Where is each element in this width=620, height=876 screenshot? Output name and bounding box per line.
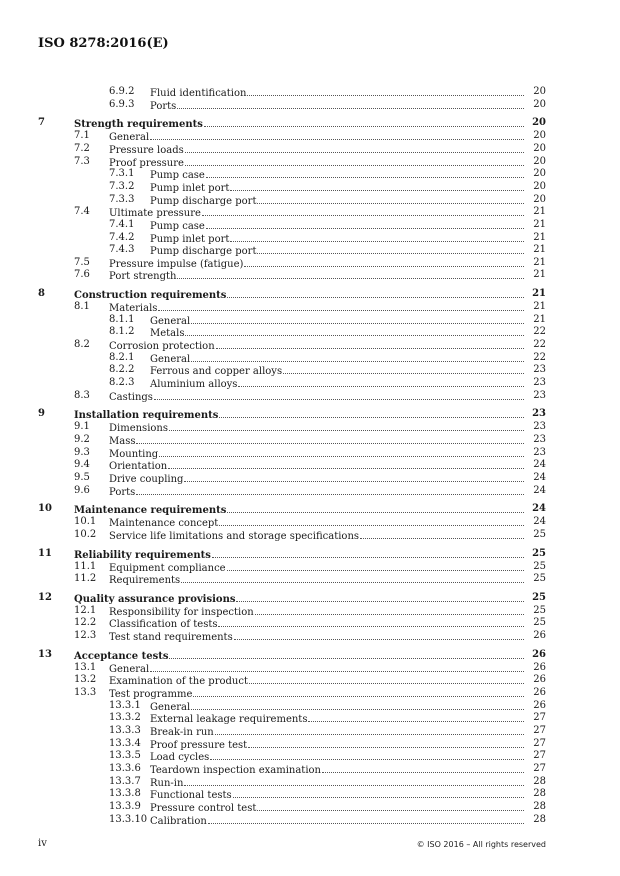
toc-leader-dots [210, 750, 524, 760]
toc-leader-dots [193, 687, 524, 697]
toc-entry-number: 13.3 [74, 687, 97, 699]
toc-entry-number: 8 [38, 288, 45, 300]
toc-entry-page: 21 [533, 313, 546, 325]
toc-entry[interactable] [0, 364, 620, 376]
toc-entry-page: 27 [533, 712, 546, 724]
toc-leader-dots [257, 194, 524, 204]
toc-leader-dots [169, 421, 524, 431]
toc-leader-dots [227, 503, 524, 513]
toc-entry-number: 6.9.2 [109, 86, 135, 97]
toc-leader-dots [159, 447, 524, 457]
toc-entry-number: 13.3.1 [109, 699, 141, 711]
toc-entry-page: 25 [533, 617, 546, 629]
toc-entry-title: Proof pressure [109, 157, 184, 169]
toc-entry-page: 26 [533, 687, 546, 699]
toc-entry-page: 20 [533, 168, 546, 180]
toc-entry-title: Aluminium alloys [150, 379, 238, 390]
toc-entry[interactable] [0, 712, 620, 724]
toc-entry-number: 9.4 [74, 459, 90, 471]
toc-entry[interactable] [0, 592, 620, 604]
toc-entry[interactable] [0, 700, 620, 712]
toc-entry-title: Pump inlet port [150, 182, 230, 194]
toc-entry-title: General [150, 701, 191, 713]
toc-entry-title: Break-in run [150, 727, 214, 738]
toc-entry[interactable] [0, 301, 620, 313]
toc-entry[interactable] [0, 168, 620, 180]
toc-entry-page: 24 [533, 459, 546, 471]
toc-entry-number: 8.1 [74, 301, 90, 313]
toc-entry-title: Strength requirements [74, 119, 203, 131]
toc-entry-number: 13.3.5 [109, 750, 141, 762]
toc-leader-dots [322, 763, 524, 773]
toc-entry-page: 20 [533, 130, 546, 142]
toc-entry[interactable] [0, 472, 620, 484]
toc-entry-title: Maintenance requirements [74, 505, 227, 517]
toc-entry-page: 26 [533, 661, 546, 673]
toc-leader-dots [154, 390, 524, 400]
toc-entry[interactable] [0, 649, 620, 661]
toc-entry[interactable] [0, 662, 620, 674]
toc-entry[interactable] [0, 339, 620, 351]
toc-entry-page: 24 [533, 484, 546, 496]
toc-entry-page: 20 [533, 142, 546, 154]
toc-entry-title-line [74, 548, 546, 562]
toc-entry-page: 28 [533, 800, 546, 812]
toc-entry[interactable] [0, 503, 620, 515]
toc-entry-page: 21 [532, 288, 546, 300]
toc-entry-number: 12.3 [74, 630, 97, 642]
toc-entry-page: 24 [533, 516, 546, 528]
toc-entry-title: Construction requirements [74, 290, 227, 302]
toc-entry-title: Functional tests [150, 790, 232, 802]
toc-entry[interactable] [0, 408, 620, 420]
toc-leader-dots [216, 339, 524, 349]
toc-entry-number: 8.2.2 [109, 364, 135, 376]
toc-entry-number: 13.3.7 [109, 775, 141, 787]
toc-entry[interactable] [0, 801, 620, 813]
toc-leader-dots [136, 485, 524, 495]
toc-entry-title: Classification of tests [109, 619, 218, 631]
toc-entry[interactable] [0, 86, 620, 98]
toc-entry[interactable] [0, 561, 620, 573]
toc-entry-number: 13.1 [74, 661, 97, 673]
toc-leader-dots [150, 130, 524, 140]
toc-entry[interactable] [0, 244, 620, 256]
toc-entry-page: 24 [532, 503, 546, 515]
toc-entry-number: 9 [38, 408, 45, 420]
toc-entry-page: 26 [532, 648, 546, 660]
toc-entry-page: 28 [533, 788, 546, 800]
toc-entry[interactable] [0, 421, 620, 433]
toc-entry-title: Metals [150, 328, 185, 340]
toc-entry[interactable] [0, 288, 620, 300]
toc-entry-title-line [150, 814, 546, 828]
toc-entry-title: Acceptance tests [74, 650, 169, 662]
toc-entry[interactable] [0, 269, 620, 281]
toc-leader-dots [249, 674, 524, 684]
toc-leader-dots [257, 244, 524, 254]
toc-leader-dots [219, 516, 524, 526]
toc-entry-number: 10.1 [74, 516, 97, 528]
toc-entry-number: 7.2 [74, 142, 90, 154]
toc-leader-dots [283, 364, 524, 374]
toc-entry-number: 8.3 [74, 389, 90, 401]
toc-entry-title: Run-in [150, 777, 184, 789]
toc-entry-title-line [109, 485, 546, 499]
toc-leader-dots [308, 712, 524, 722]
toc-entry-title: General [150, 353, 191, 365]
toc-entry-page: 21 [533, 244, 546, 256]
toc-entry[interactable] [0, 206, 620, 218]
toc-leader-dots [233, 788, 524, 798]
toc-entry-number: 7.6 [74, 269, 90, 281]
toc-entry-number: 7.4.1 [109, 218, 135, 230]
page-number: iv [38, 838, 47, 849]
toc-leader-dots [247, 86, 524, 96]
toc-leader-dots [230, 181, 524, 191]
toc-entry-title: Dimensions [109, 423, 168, 435]
toc-entry[interactable] [0, 314, 620, 326]
toc-entry[interactable] [0, 459, 620, 471]
toc-entry[interactable] [0, 814, 620, 826]
toc-entry-title: Examination of the product [109, 676, 248, 688]
toc-entry-page: 20 [533, 155, 546, 167]
toc-entry-page: 25 [533, 604, 546, 616]
toc-entry-title: Mounting [109, 448, 159, 460]
toc-entry-number: 8.1.2 [109, 326, 135, 338]
toc-entry-number: 11.1 [74, 560, 97, 572]
toc-leader-dots [184, 472, 524, 482]
toc-entry-page: 25 [532, 591, 546, 603]
toc-entry-title: Load cycles [150, 752, 210, 764]
toc-entry-title: Maintenance concept [109, 518, 219, 530]
toc-entry-number: 9.3 [74, 446, 90, 458]
toc-leader-dots [185, 326, 524, 336]
toc-leader-dots [236, 592, 524, 602]
toc-entry-title: Corrosion protection [109, 341, 215, 353]
toc-leader-dots [215, 725, 524, 735]
toc-entry-title: Service life limitations and storage specifications [109, 530, 360, 542]
toc-entry-title: Pump inlet port [150, 233, 230, 245]
toc-leader-dots [185, 156, 524, 166]
toc-entry[interactable] [0, 725, 620, 737]
toc-entry-title-line [109, 269, 546, 283]
toc-entry-page: 26 [533, 630, 546, 642]
toc-entry-title-line [109, 529, 546, 543]
toc-entry-page: 21 [533, 206, 546, 218]
toc-entry-number: 13.2 [74, 674, 97, 686]
toc-entry-page: 28 [533, 813, 546, 825]
toc-entry-page: 23 [533, 377, 546, 388]
toc-entry-title: Calibration [150, 815, 207, 827]
toc-entry-title: Pressure impulse (fatigue) [109, 258, 244, 270]
toc-entry-page: 25 [533, 528, 546, 540]
toc-leader-dots [191, 700, 524, 710]
toc-entry-number: 8.1.1 [109, 313, 135, 325]
toc-leader-dots [202, 206, 524, 216]
toc-entry-title: Ports [150, 100, 177, 112]
toc-entry-title: External leakage requirements [150, 714, 308, 726]
toc-leader-dots [158, 301, 524, 311]
toc-leader-dots [181, 573, 524, 583]
toc-entry-number: 12.2 [74, 617, 97, 629]
toc-entry-page: 23 [533, 446, 546, 458]
toc-entry-page: 20 [533, 193, 546, 205]
toc-entry[interactable] [0, 630, 620, 642]
toc-entry-page: 22 [533, 326, 546, 338]
toc-entry[interactable] [0, 573, 620, 585]
toc-entry-number: 11 [38, 547, 52, 559]
toc-entry-number: 7.3.2 [109, 180, 135, 192]
toc-entry-number: 9.6 [74, 484, 90, 496]
toc-entry-number: 13.3.6 [109, 762, 141, 774]
toc-entry-number: 10.2 [74, 528, 97, 540]
toc-entry-title-line [74, 408, 546, 422]
toc-entry[interactable] [0, 605, 620, 617]
toc-entry-page: 27 [533, 725, 546, 736]
toc-entry-title: General [109, 132, 150, 144]
toc-leader-dots [184, 776, 524, 786]
toc-entry-page: 25 [533, 560, 546, 572]
toc-leader-dots [206, 219, 524, 229]
toc-entry-title: Ports [109, 486, 136, 498]
toc-entry-page: 20 [533, 98, 546, 110]
toc-entry-page: 22 [533, 351, 546, 363]
toc-entry-title-line [74, 592, 546, 606]
toc-entry[interactable] [0, 143, 620, 155]
toc-entry[interactable] [0, 257, 620, 269]
toc-entry-page: 21 [533, 218, 546, 230]
toc-entry-number: 7.4.3 [109, 244, 135, 256]
toc-entry-title-line [74, 117, 546, 131]
toc-entry[interactable] [0, 181, 620, 193]
toc-entry[interactable] [0, 776, 620, 788]
toc-entry-title: Requirements [109, 575, 181, 587]
toc-entry-number: 7.3.3 [109, 193, 135, 205]
toc-entry-page: 20 [533, 180, 546, 192]
toc-leader-dots [227, 288, 524, 298]
toc-entry-number: 12 [38, 591, 52, 603]
toc-leader-dots [204, 117, 524, 127]
toc-entry-title: Fluid identification [150, 88, 247, 99]
toc-entry-page: 24 [533, 471, 546, 483]
toc-leader-dots [150, 662, 524, 672]
toc-entry-page: 20 [532, 117, 546, 129]
toc-entry[interactable] [0, 194, 620, 206]
toc-entry-number: 12.1 [74, 604, 97, 616]
toc-entry-title: Installation requirements [74, 410, 219, 422]
copyright-notice: © ISO 2016 – All rights reserved [416, 840, 546, 849]
toc-entry-title: Pump case [150, 220, 205, 232]
toc-entry-title: Pump case [150, 170, 205, 182]
toc-entry[interactable] [0, 219, 620, 231]
toc-entry-number: 7.5 [74, 256, 90, 268]
toc-entry-page: 26 [533, 674, 546, 686]
toc-entry[interactable] [0, 377, 620, 389]
toc-entry-number: 10 [38, 503, 52, 515]
toc-entry-number: 9.2 [74, 433, 90, 445]
toc-entry[interactable] [0, 738, 620, 750]
toc-leader-dots [177, 269, 524, 279]
toc-leader-dots [227, 561, 524, 571]
toc-entry[interactable] [0, 156, 620, 168]
toc-entry-number: 7.4 [74, 206, 90, 218]
toc-entry-page: 27 [533, 762, 546, 774]
toc-entry-number: 13.3.8 [109, 788, 141, 800]
toc-entry-page: 28 [533, 775, 546, 787]
toc-entry-title-line [109, 573, 546, 587]
toc-leader-dots [191, 314, 524, 324]
toc-leader-dots [206, 168, 524, 178]
toc-entry-number: 11.2 [74, 573, 97, 585]
toc-entry[interactable] [0, 434, 620, 446]
toc-entry-number: 7.1 [74, 130, 90, 142]
toc-entry-page: 25 [532, 547, 546, 559]
toc-entry-number: 13 [38, 648, 52, 660]
toc-entry-title: Materials [109, 303, 158, 315]
toc-entry[interactable] [0, 617, 620, 629]
toc-entry[interactable] [0, 390, 620, 402]
toc-entry-number: 13.3.10 [109, 813, 148, 825]
toc-leader-dots [208, 814, 524, 824]
toc-entry-page: 27 [533, 750, 546, 762]
toc-entry-title-line [150, 99, 546, 113]
toc-entry-number: 7.4.2 [109, 231, 135, 243]
toc-entry-title: Ferrous and copper alloys [150, 366, 283, 378]
toc-entry-title: Drive coupling [109, 473, 184, 485]
toc-leader-dots [238, 377, 524, 387]
toc-entry-title-line [74, 649, 546, 663]
toc-entry-page: 23 [533, 433, 546, 445]
toc-entry-number: 8.2 [74, 339, 90, 351]
toc-entry-number: 9.5 [74, 471, 90, 483]
toc-entry[interactable] [0, 674, 620, 686]
toc-leader-dots [218, 617, 524, 627]
toc-entry-number: 8.2.3 [109, 377, 135, 388]
toc-entry-number: 13.3.9 [109, 800, 141, 812]
toc-entry-title: Mass [109, 435, 136, 447]
toc-entry-number: 13.3.3 [109, 725, 141, 736]
toc-entry-title: Pressure loads [109, 144, 184, 156]
toc-entry-title: Pump discharge port [150, 195, 257, 207]
toc-entry[interactable] [0, 130, 620, 142]
toc-leader-dots [234, 630, 524, 640]
toc-entry-page: 25 [533, 573, 546, 585]
toc-leader-dots [257, 801, 524, 811]
toc-entry-title: Castings [109, 391, 153, 403]
toc-entry[interactable] [0, 763, 620, 775]
toc-entry[interactable] [0, 687, 620, 699]
toc-entry-page: 21 [533, 231, 546, 243]
toc-entry-title: Pump discharge port [150, 246, 257, 258]
toc-leader-dots [136, 434, 524, 444]
toc-entry-page: 20 [533, 86, 546, 97]
toc-entry[interactable] [0, 485, 620, 497]
toc-entry-title-line [74, 288, 546, 302]
toc-entry[interactable] [0, 352, 620, 364]
toc-entry-title: General [150, 315, 191, 327]
toc-entry-title: Pressure control test [150, 802, 257, 814]
toc-leader-dots [168, 459, 524, 469]
toc-entry-page: 23 [532, 408, 546, 420]
toc-leader-dots [244, 257, 524, 267]
toc-entry[interactable] [0, 529, 620, 541]
toc-entry-title-line [74, 503, 546, 517]
toc-leader-dots [191, 352, 524, 362]
toc-entry-page: 23 [533, 389, 546, 401]
toc-entry[interactable] [0, 750, 620, 762]
toc-entry[interactable] [0, 548, 620, 560]
toc-entry-number: 13.3.4 [109, 737, 141, 749]
toc-entry[interactable] [0, 99, 620, 111]
toc-entry-page: 21 [533, 269, 546, 281]
toc-entry[interactable] [0, 516, 620, 528]
toc-entry-number: 6.9.3 [109, 98, 135, 110]
toc-entry-title: Proof pressure test [150, 739, 248, 751]
toc-leader-dots [230, 232, 524, 242]
toc-entry-title: Equipment compliance [109, 562, 226, 574]
toc-entry-page: 22 [533, 339, 546, 351]
toc-entry-page: 23 [533, 421, 546, 433]
toc-entry-title: Test stand requirements [109, 632, 233, 644]
toc-entry[interactable] [0, 788, 620, 800]
toc-entry-number: 9.1 [74, 421, 90, 433]
toc-entry-title: Teardown inspection examination [150, 764, 321, 776]
toc-leader-dots [185, 143, 524, 153]
toc-entry-page: 26 [533, 699, 546, 711]
toc-entry-page: 27 [533, 737, 546, 749]
toc-entry-title-line [109, 390, 546, 404]
toc-entry[interactable] [0, 117, 620, 129]
toc-entry-number: 13.3.2 [109, 712, 141, 724]
toc-entry-number: 8.2.1 [109, 351, 135, 363]
toc-entry-number: 7.3 [74, 155, 90, 167]
toc-entry-title: Test programme [109, 689, 193, 701]
toc-entry[interactable] [0, 447, 620, 459]
toc-entry-title: Responsibility for inspection [109, 606, 254, 618]
toc-leader-dots [248, 738, 524, 748]
toc-leader-dots [212, 548, 524, 558]
toc-entry-number: 7.3.1 [109, 168, 135, 180]
toc-leader-dots [219, 408, 524, 418]
toc-entry-title: Port strength [109, 271, 177, 283]
toc-entry-title: Orientation [109, 461, 168, 473]
toc-entry[interactable] [0, 326, 620, 338]
toc-leader-dots [169, 649, 524, 659]
toc-entry[interactable] [0, 232, 620, 244]
toc-entry-title: Quality assurance provisions [74, 593, 236, 605]
toc-entry-title-line [109, 630, 546, 644]
toc-entry-page: 21 [533, 256, 546, 268]
toc-entry-title: General [109, 663, 150, 675]
toc-leader-dots [255, 605, 524, 615]
toc-entry-page: 21 [533, 301, 546, 313]
toc-leader-dots [360, 529, 524, 539]
document-header: ISO 8278:2016(E) [38, 36, 169, 51]
toc-entry-title: Reliability requirements [74, 549, 211, 561]
toc-leader-dots [177, 99, 524, 109]
toc-entry-page: 23 [533, 364, 546, 376]
toc-entry-number: 7 [38, 117, 45, 129]
toc-entry-title: Ultimate pressure [109, 208, 201, 220]
